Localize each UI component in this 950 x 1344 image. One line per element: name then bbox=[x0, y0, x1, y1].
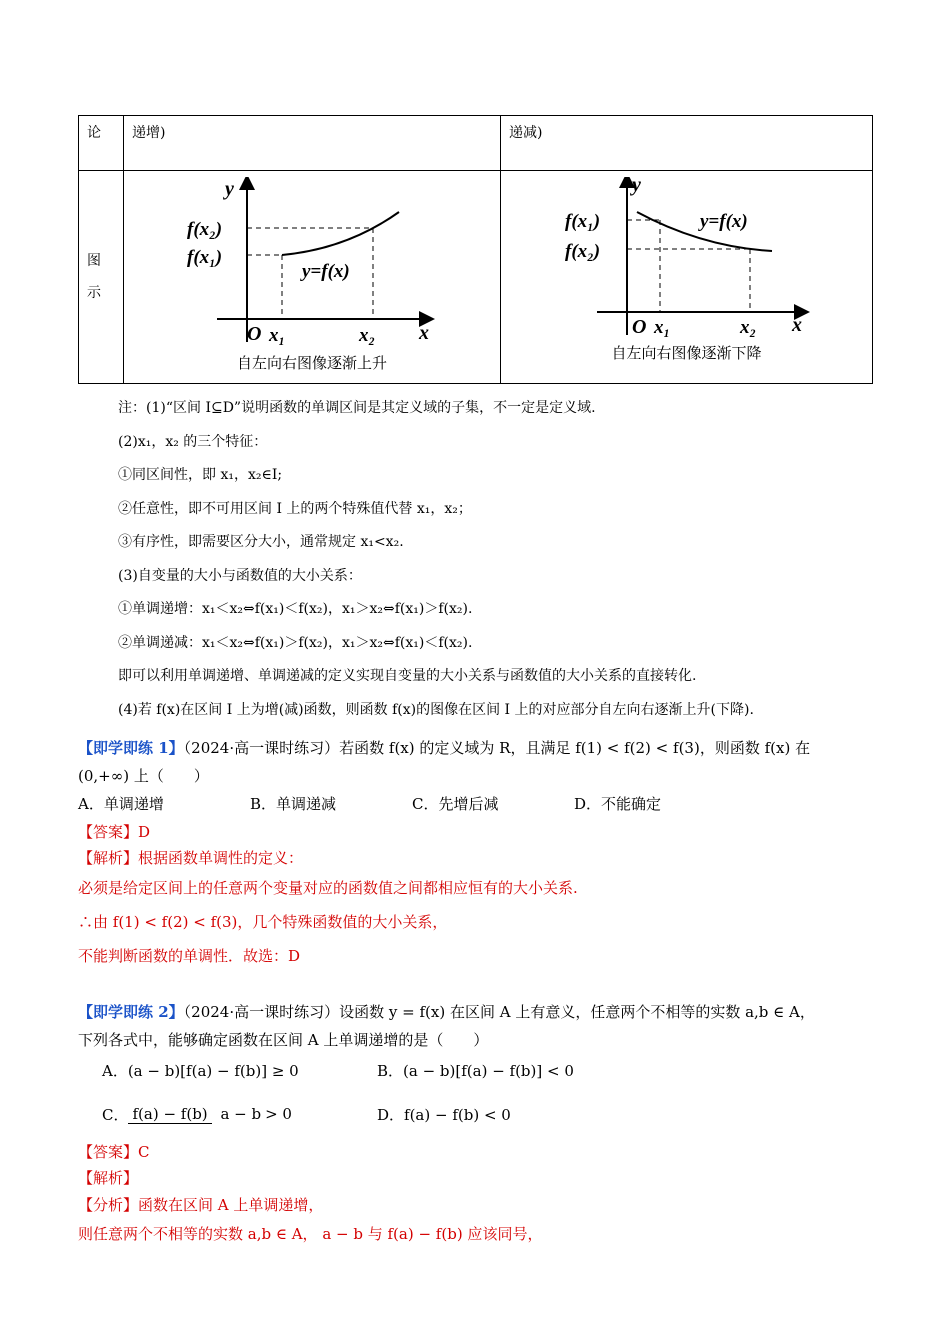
origin-label: O bbox=[247, 323, 262, 345]
q2-option-c-fraction bbox=[128, 1105, 265, 1124]
q1-option-a[interactable]: A．单调递增 bbox=[78, 795, 164, 813]
fx1-label: f(x₁) bbox=[187, 247, 223, 268]
x1-label: x₁ bbox=[653, 317, 670, 338]
q1-stem bbox=[78, 733, 878, 763]
graph-label-2: 示 bbox=[87, 285, 101, 301]
q1-option-b[interactable]: B．单调递减 bbox=[250, 795, 337, 813]
x2-label: x₂ bbox=[359, 325, 376, 346]
fx1-label: f(x₁) bbox=[564, 211, 600, 232]
q2-option-c-denominator: a − b bbox=[220, 1104, 262, 1123]
note-2b: ②任意性，即不可用区间 I 上的两个特殊值代替 x₁，x₂； bbox=[118, 500, 472, 517]
decreasing-graph bbox=[562, 177, 812, 342]
note-3c: 即可以利用单调递增、单调递减的定义实现自变量的大小关系与函数值的大小关系的直接转化. bbox=[118, 668, 697, 684]
q2-stem-1: 设函数 y = f(x) 在区间 A 上有意义，任意两个不相等的实数 a,b ∈ A， bbox=[339, 1003, 815, 1021]
note-4: (4)若 f(x)在区间 I 上为增(减)函数，则函数 f(x)的图像在区间 I 上的对应部分自左向右逐渐上升(下降). bbox=[118, 701, 754, 718]
increasing-caption: 自左向右图像逐渐上升 bbox=[236, 354, 387, 372]
q1-tag: 【即学即练 1】 bbox=[78, 739, 184, 757]
note-3b: ②单调递减：x₁＜x₂⇔f(x₁)＞f(x₂)，x₁＞x₂⇔f(x₁)＜f(x₂). bbox=[118, 634, 473, 651]
q1-analysis-3: ∴由 f(1) < f(2) < f(3)，几个特殊函数值的大小关系， bbox=[78, 913, 448, 931]
q1-analysis-4: 不能判断函数的单调性．故选：D bbox=[78, 947, 301, 965]
graph-label-1: 图 bbox=[87, 253, 101, 269]
q1-analysis-1: 【解析】根据函数单调性的定义： bbox=[78, 849, 304, 867]
note-3: (3)自变量的大小与函数值的大小关系： bbox=[118, 567, 362, 584]
decreasing-caption: 自左向右图像逐渐下降 bbox=[611, 344, 762, 362]
q2-tag: 【即学即练 2】 bbox=[78, 1003, 184, 1021]
q1-options bbox=[78, 789, 878, 819]
q2-option-c-label: C． bbox=[102, 1105, 129, 1124]
q1-stem-2: (0,+∞) 上（ ） bbox=[78, 767, 209, 785]
fx2-label: f(x₂) bbox=[187, 219, 223, 240]
q2-option-c[interactable] bbox=[102, 1104, 377, 1125]
table-cell-label: 论 bbox=[79, 116, 124, 171]
q2-option-c-numerator: f(a) − f(b) bbox=[128, 1105, 211, 1124]
q2-option-a[interactable]: A．(a − b)[f(a) − f(b)] ≥ 0 bbox=[102, 1062, 299, 1080]
note-2c: ③有序性，即需要区分大小，通常规定 x₁<x₂. bbox=[118, 534, 404, 550]
q1-option-d[interactable]: D．不能确定 bbox=[574, 795, 662, 813]
increasing-curve bbox=[282, 212, 399, 255]
monotonic-table bbox=[78, 115, 873, 384]
note-3a: ①单调递增：x₁＜x₂⇔f(x₁)＜f(x₂)，x₁＞x₂⇔f(x₁)＞f(x₂). bbox=[118, 601, 473, 617]
curve-label: y=f(x) bbox=[699, 211, 748, 232]
fx2-label: f(x₂) bbox=[564, 241, 600, 262]
note-1: 注：(1)“区间 I⊆D”说明函数的单调区间是其定义域的子集，不一定是定义域. bbox=[118, 400, 596, 416]
y-label: y bbox=[631, 177, 641, 196]
x-label: x bbox=[791, 314, 802, 336]
note-2: (2)x₁，x₂ 的三个特征： bbox=[118, 433, 268, 450]
q2-answer: 【答案】C bbox=[78, 1143, 150, 1161]
q2-analysis: 【解析】 bbox=[78, 1169, 139, 1187]
q2-option-c-relation: > 0 bbox=[265, 1105, 292, 1123]
x1-label: x₁ bbox=[269, 325, 286, 346]
q2-fenxi-2: 则任意两个不相等的实数 a,b ∈ A， a − b 与 f(a) − f(b) 应该同号， bbox=[78, 1225, 543, 1243]
q1-stem-1: 若函数 f(x) 的定义域为 R，且满足 f(1) < f(2) < f(3)，则函数 f(x) 在 bbox=[339, 739, 811, 757]
q1-source: （2024·高一课时练习） bbox=[183, 739, 340, 757]
q2-stem bbox=[78, 997, 878, 1027]
x2-label: x₂ bbox=[739, 317, 756, 338]
q2-options-row1 bbox=[78, 1053, 878, 1089]
q1-option-c[interactable]: C．先增后减 bbox=[412, 795, 499, 813]
table-cell-graph-label bbox=[79, 171, 124, 384]
table-cell-decreasing: 递减) bbox=[501, 116, 873, 171]
q2-fenxi-1: 【分析】函数在区间 A 上单调递增， bbox=[78, 1196, 324, 1214]
q2-stem-2: 下列各式中，能够确定函数在区间 A 上单调递增的是（ ） bbox=[78, 1031, 489, 1049]
y-label: y bbox=[225, 178, 234, 200]
x-label: x bbox=[419, 322, 429, 344]
q2-options-row2 bbox=[78, 1089, 878, 1139]
q1-analysis-2: 必须是给定区间上的任意两个变量对应的函数值之间都相应恒有的大小关系. bbox=[78, 879, 578, 897]
decreasing-graph-cell bbox=[501, 171, 873, 384]
table-cell-increasing: 递增) bbox=[124, 116, 501, 171]
increasing-graph bbox=[187, 177, 437, 352]
q2-source: （2024·高一课时练习） bbox=[183, 1003, 340, 1021]
increasing-graph-cell bbox=[124, 171, 501, 384]
origin-label: O bbox=[631, 316, 646, 338]
q1-answer: 【答案】D bbox=[78, 823, 151, 841]
note-2a: ①同区间性，即 x₁，x₂∈I; bbox=[118, 467, 283, 483]
curve-label: y=f(x) bbox=[302, 261, 350, 282]
q2-option-d[interactable]: D．f(a) − f(b) < 0 bbox=[377, 1105, 511, 1124]
content-body bbox=[78, 392, 878, 1249]
q2-option-b[interactable]: B．(a − b)[f(a) − f(b)] < 0 bbox=[377, 1062, 574, 1080]
